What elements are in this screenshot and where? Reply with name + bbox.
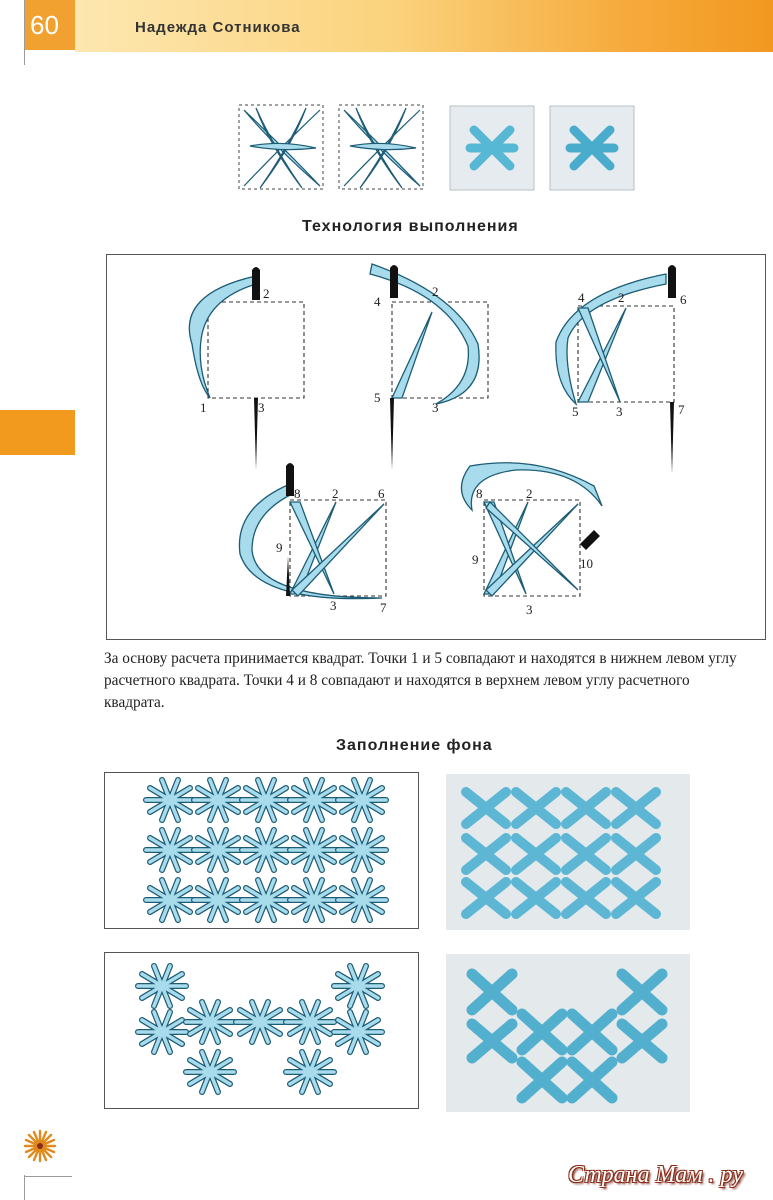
footer-rule — [24, 1176, 72, 1177]
margin-line-top — [24, 0, 25, 65]
description-text: За основу расчета принимается квадрат. Точки 1 и 5 совпадают и находятся в нижнем левом углу расчетного квадрата. Точки 4 и 8 совпадают и находятся в верхнем левом углу расчетного квадрата. — [104, 650, 737, 711]
svg-text:2: 2 — [263, 286, 270, 301]
svg-text:9: 9 — [472, 552, 479, 567]
background-photo-2 — [446, 954, 690, 1112]
svg-text:5: 5 — [374, 390, 381, 405]
margin-line-bottom — [24, 1175, 25, 1200]
technology-diagram-drawing — [106, 254, 766, 640]
svg-text:3: 3 — [330, 598, 337, 613]
author-name: Надежда Сотникова — [135, 19, 301, 36]
sample-2-stitch — [344, 108, 420, 188]
background-photo-1 — [446, 774, 690, 930]
svg-text:5: 5 — [572, 404, 579, 419]
background-diagram-2 — [104, 952, 420, 1110]
svg-text:4: 4 — [578, 290, 585, 305]
svg-text:6: 6 — [680, 292, 687, 307]
svg-text:2: 2 — [332, 486, 339, 501]
svg-text:7: 7 — [380, 600, 387, 615]
svg-text:1: 1 — [200, 400, 207, 415]
svg-text:3: 3 — [616, 404, 623, 419]
page-number: 60 — [30, 10, 59, 40]
svg-text:3: 3 — [432, 400, 439, 415]
svg-text:8: 8 — [476, 486, 483, 501]
svg-text:2: 2 — [432, 284, 439, 299]
background-diagram-1 — [104, 772, 420, 930]
side-tab — [0, 410, 75, 455]
svg-text:10: 10 — [580, 556, 593, 571]
svg-text:8: 8 — [294, 486, 301, 501]
svg-text:6: 6 — [378, 486, 385, 501]
svg-text:4: 4 — [374, 294, 381, 309]
technology-title: Технология выполнения — [302, 218, 519, 235]
svg-text:9: 9 — [276, 540, 283, 555]
ornament-star-icon — [22, 1128, 58, 1164]
sample-1-stitch — [244, 108, 320, 188]
svg-text:2: 2 — [526, 486, 533, 501]
svg-text:2: 2 — [618, 290, 625, 305]
background-title: Заполнение фона — [336, 737, 493, 754]
svg-text:3: 3 — [526, 602, 533, 617]
stitch-samples — [238, 104, 638, 192]
svg-text:7: 7 — [678, 402, 685, 417]
watermark: Страна Мам . ру — [568, 1162, 743, 1188]
svg-text:3: 3 — [258, 400, 265, 415]
